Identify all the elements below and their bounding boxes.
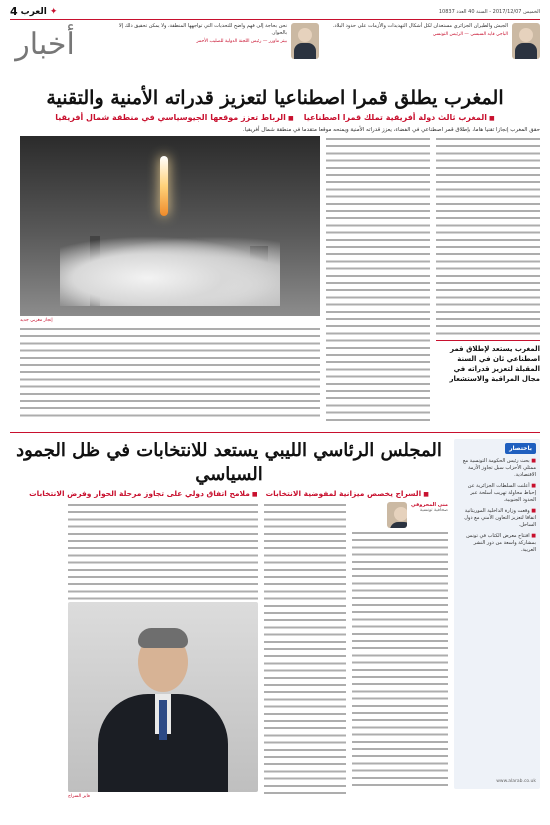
sidebar-item: ■ افتتاح معرض الكتاب في تونس بمشاركة واسعة من دور النشر العربية. (458, 533, 536, 554)
politician-portrait-photo (68, 602, 258, 792)
quote-text: نحن بحاجة إلى فهم واضح للتحديات التي تواجهها المنطقة، ولا يمكن تحقيق ذلك إلا بالحوار. (118, 23, 287, 36)
quotes-strip (100, 23, 540, 59)
pull-quote: المغرب يستعد لإطلاق قمر اصطناعي ثان في السنة المقبلة لتعزيز قدراته في مجال المراقبة والاستشعار (436, 340, 540, 384)
page-header (10, 23, 540, 79)
photo-caption: إنجاز مغربي جديد (20, 318, 53, 323)
section-title: أخبار (15, 27, 75, 62)
story2-body (10, 502, 448, 799)
author-tag: صحافية تونسية (419, 508, 448, 513)
story1-subhead: ■ المغرب ثالث دولة أفريقية تملك قمرا اصطناعيا (304, 113, 495, 122)
section-divider (10, 432, 540, 433)
story1-subhead: ■ الرباط تعزز موقعها الجيوسياسي في منطقة شمال أفريقيا (55, 113, 293, 122)
quote-card (104, 23, 319, 59)
brand-logo-icon: ✦ (49, 6, 58, 17)
text-column (20, 326, 320, 421)
text-column (326, 136, 430, 426)
story2-subhead: ■ ملامح اتفاق دولي على تجاوز مرحلة الحوار وفرض الانتخابات (29, 489, 258, 498)
brand-name: العرب (20, 6, 47, 17)
text-column (264, 502, 346, 799)
story2-main (10, 439, 448, 799)
page-number: 4 (10, 5, 18, 18)
quote-text: الجيش والطيران الجزائري مستعدان لكل أشكال التهديدات والأزمات على حدود البلاد. (332, 23, 508, 29)
sidebar-item: ■ بحث رئيس الحكومة التونسية مع ممثلي الأحزاب سبل تجاوز الأزمة الاقتصادية. (458, 458, 536, 479)
story1-body (10, 136, 540, 426)
launch-smoke (60, 236, 280, 306)
story2 (10, 439, 540, 799)
story1-photo-area (20, 136, 320, 426)
story2-subheads (10, 489, 448, 498)
news-brief-sidebar (454, 439, 540, 789)
author-byline (352, 502, 448, 528)
story2-subhead: ■ السراج يخصص ميزانية لمفوضية الانتخابات (266, 489, 429, 498)
story1-lead: حقق المغرب إنجازا تقنيا هاما، بإطلاق قمر اصطناعي في الفضاء، يعزز قدراته الأمنية ويمنحه موقعا متقدما في منطقة شمال أفريقيا. (242, 127, 540, 133)
story2-photo-area (68, 502, 258, 799)
quote-avatar (291, 23, 319, 59)
story1-subheads (10, 113, 540, 122)
story1-headline: المغرب يطلق قمرا اصطناعيا لتعزيز قدراته الأمنية والتقنية (46, 87, 504, 109)
text-column (352, 530, 448, 790)
quote-card (325, 23, 540, 59)
story1-column (436, 136, 540, 426)
text-column (68, 502, 258, 602)
author-avatar (387, 502, 407, 528)
brand (10, 5, 57, 18)
sidebar-item: ■ أعلنت السلطات الجزائرية عن إحباط محاولة تهريب أسلحة عبر الحدود الجنوبية. (458, 483, 536, 504)
photo-caption: فايز السراج (68, 794, 90, 799)
story2-column (352, 502, 448, 799)
sidebar-title: باختصار (505, 443, 536, 454)
top-bar (10, 6, 540, 20)
sidebar-email[interactable]: www.alarab.co.uk (496, 779, 536, 784)
rocket-launch-photo (20, 136, 320, 316)
sidebar-item: ■ وقعت وزارة الداخلية الموريتانية اتفاقا لتعزيز التعاون الأمني مع دول الساحل. (458, 508, 536, 529)
quote-avatar (512, 23, 540, 59)
rocket-plume (160, 156, 168, 216)
author-name: منى المحروقي (410, 502, 448, 508)
quote-author: بيتر ماورر — رئيس اللجنة الدولية للصليب الأحمر (196, 39, 287, 44)
story2-headline: المجلس الرئاسي الليبي يستعد للانتخابات في ظل الجمود السياسي (16, 440, 442, 485)
text-column (436, 136, 540, 336)
quote-author: الباجي قايد السبسي — الرئيس التونسي (432, 32, 508, 37)
issue-date: الخميس 2017/12/07 - السنة 40 العدد 10837 (438, 8, 540, 15)
